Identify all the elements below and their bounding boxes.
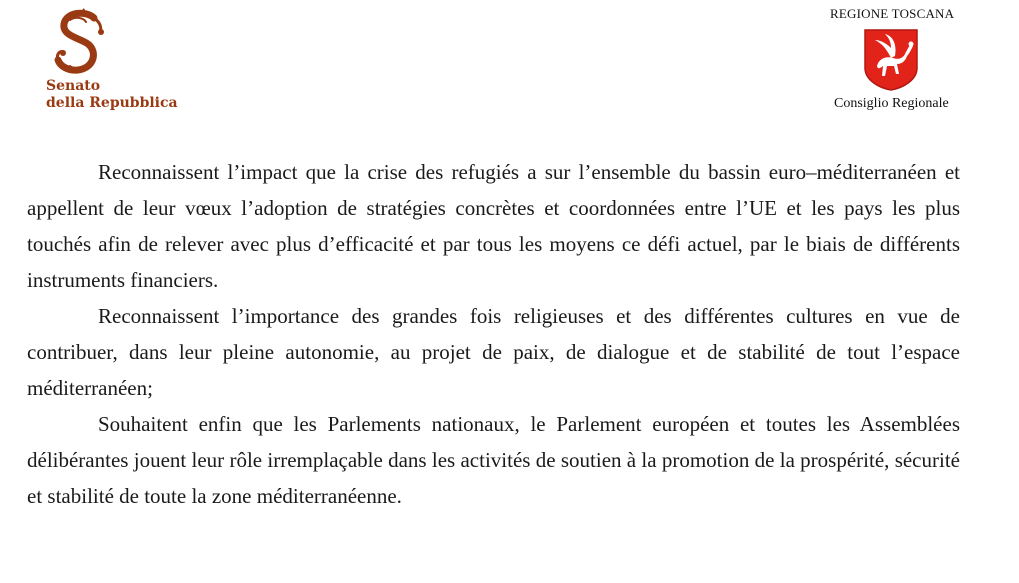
senato-line2: della Repubblica — [46, 95, 178, 111]
paragraph-2: Reconnaissent l’importance des grandes fois religieuses et des différentes cultures en vue de contribuer, dans leur pleine autonomie, au projet de paix, de dialogue et de stabilité de tout l’espace méditerranéen; — [27, 304, 960, 400]
document-body — [27, 154, 960, 514]
toscana-title: REGIONE TOSCANA — [830, 6, 955, 21]
toscana-logo — [820, 4, 970, 114]
senato-logo — [46, 8, 186, 112]
pegasus-shield-icon — [863, 28, 919, 92]
toscana-subtitle: Consiglio Regionale — [834, 96, 949, 111]
paragraph-3: Souhaitent enfin que les Parlements nationaux, le Parlement européen et toutes les Assemblées délibérantes jouent leur rôle irremplaçable dans les activités de soutien à la promotion de la prospérité, sécurité et stabilité de toute la zone méditerranéenne. — [27, 412, 960, 508]
senato-s-monogram-icon — [50, 8, 114, 76]
paragraph-1: Reconnaissent l’impact que la crise des refugiés a sur l’ensemble du bassin euro–méditerranéen et appellent de leur vœux l’adoption de stratégies concrètes et coordonnées entre l’UE et les pays les plus touchés afin de relever avec plus d’efficacité et par tous les moyens ce défi actuel, par le biais de différents instruments financiers. — [27, 160, 960, 292]
senato-line1: Senato — [46, 78, 101, 94]
